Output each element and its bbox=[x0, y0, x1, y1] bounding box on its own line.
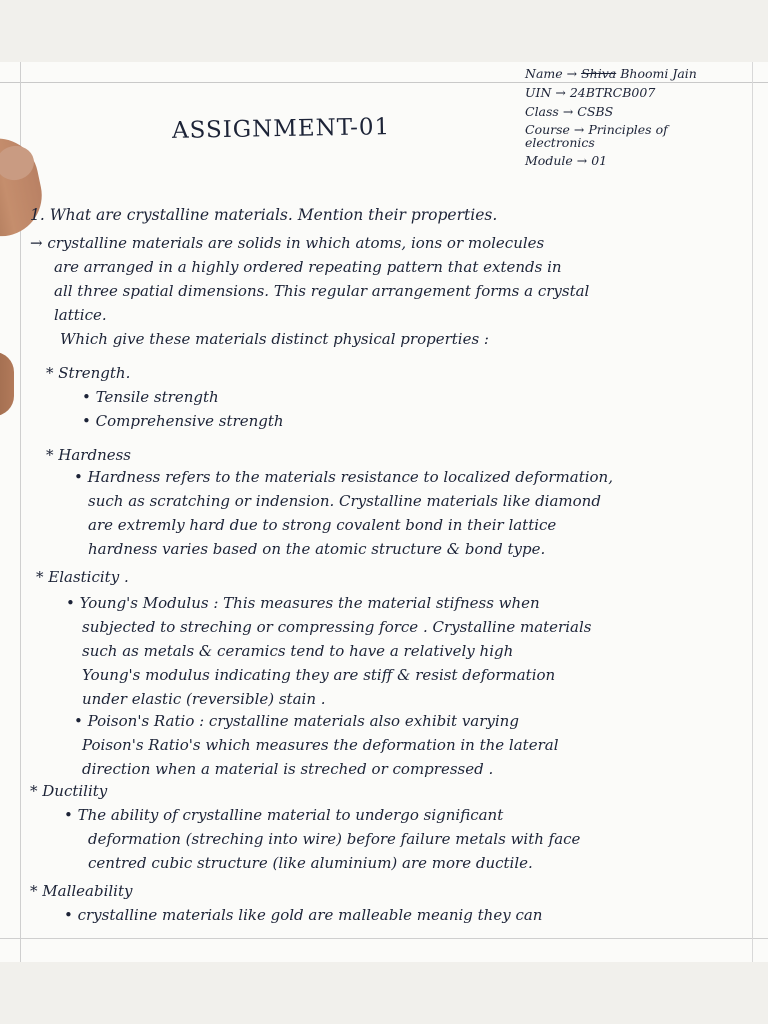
info-name: Name → Shiva Bhoomi Jain bbox=[525, 66, 697, 81]
answer-line-4: lattice. bbox=[54, 306, 107, 324]
notebook-page bbox=[0, 62, 768, 962]
heading-ductility: * Ductility bbox=[30, 782, 108, 800]
page-bottom-rule bbox=[0, 938, 768, 939]
heading-malleability: * Malleability bbox=[30, 882, 133, 900]
struck-name: Shiva bbox=[581, 66, 617, 81]
strength-item-2: • Comprehensive strength bbox=[82, 412, 284, 430]
answer-line-1: → crystalline materials are solids in which atoms, ions or molecules bbox=[30, 234, 545, 252]
page-right-margin bbox=[752, 62, 753, 962]
student-info-block bbox=[525, 66, 750, 172]
ductility-line-2: deformation (streching into wire) before failure metals with face bbox=[88, 830, 581, 848]
hardness-line-3: are extremly hard due to strong covalent bond in their lattice bbox=[88, 516, 557, 534]
malleability-line-1: • crystalline materials like gold are malleable meanig they can bbox=[64, 906, 543, 924]
heading-elasticity: * Elasticity . bbox=[36, 568, 129, 586]
info-module: Module → 01 bbox=[525, 153, 608, 168]
youngs-line-1: • Young's Modulus : This measures the material stifness when bbox=[66, 594, 540, 612]
heading-strength: * Strength. bbox=[46, 364, 131, 382]
assignment-title: ASSIGNMENT-01 bbox=[171, 114, 391, 144]
strength-item-1: • Tensile strength bbox=[82, 388, 219, 406]
info-uin: UIN → 24BTRCB007 bbox=[525, 85, 656, 100]
poisson-line-1: • Poison's Ratio : crystalline materials also exhibit varying bbox=[74, 712, 519, 730]
hardness-line-2: such as scratching or indension. Crystalline materials like diamond bbox=[88, 492, 601, 510]
answer-line-5: Which give these materials distinct physical properties : bbox=[60, 330, 489, 348]
poisson-line-2: Poison's Ratio's which measures the deformation in the lateral bbox=[82, 736, 559, 754]
youngs-line-5: under elastic (reversible) stain . bbox=[82, 690, 326, 708]
hardness-line-4: hardness varies based on the atomic structure & bond type. bbox=[88, 540, 546, 558]
question-1: 1. What are crystalline materials. Mention their properties. bbox=[30, 206, 498, 224]
heading-hardness: * Hardness bbox=[46, 446, 131, 464]
hardness-line-1: • Hardness refers to the materials resistance to localized deformation, bbox=[74, 468, 613, 486]
ductility-line-3: centred cubic structure (like aluminium) are more ductile. bbox=[88, 854, 533, 872]
youngs-line-2: subjected to streching or compressing force . Crystalline materials bbox=[82, 618, 592, 636]
answer-line-2: are arranged in a highly ordered repeating pattern that extends in bbox=[54, 258, 562, 276]
answer-line-3: all three spatial dimensions. This regular arrangement forms a crystal bbox=[54, 282, 590, 300]
info-course: Course → Principles of electronics bbox=[525, 122, 668, 150]
ductility-line-1: • The ability of crystalline material to undergo significant bbox=[64, 806, 504, 824]
youngs-line-3: such as metals & ceramics tend to have a relatively high bbox=[82, 642, 514, 660]
poisson-line-3: direction when a material is streched or compressed . bbox=[82, 760, 494, 778]
student-name: Bhoomi Jain bbox=[620, 66, 697, 81]
youngs-line-4: Young's modulus indicating they are stiff & resist deformation bbox=[82, 666, 556, 684]
info-class: Class → CSBS bbox=[525, 104, 614, 119]
